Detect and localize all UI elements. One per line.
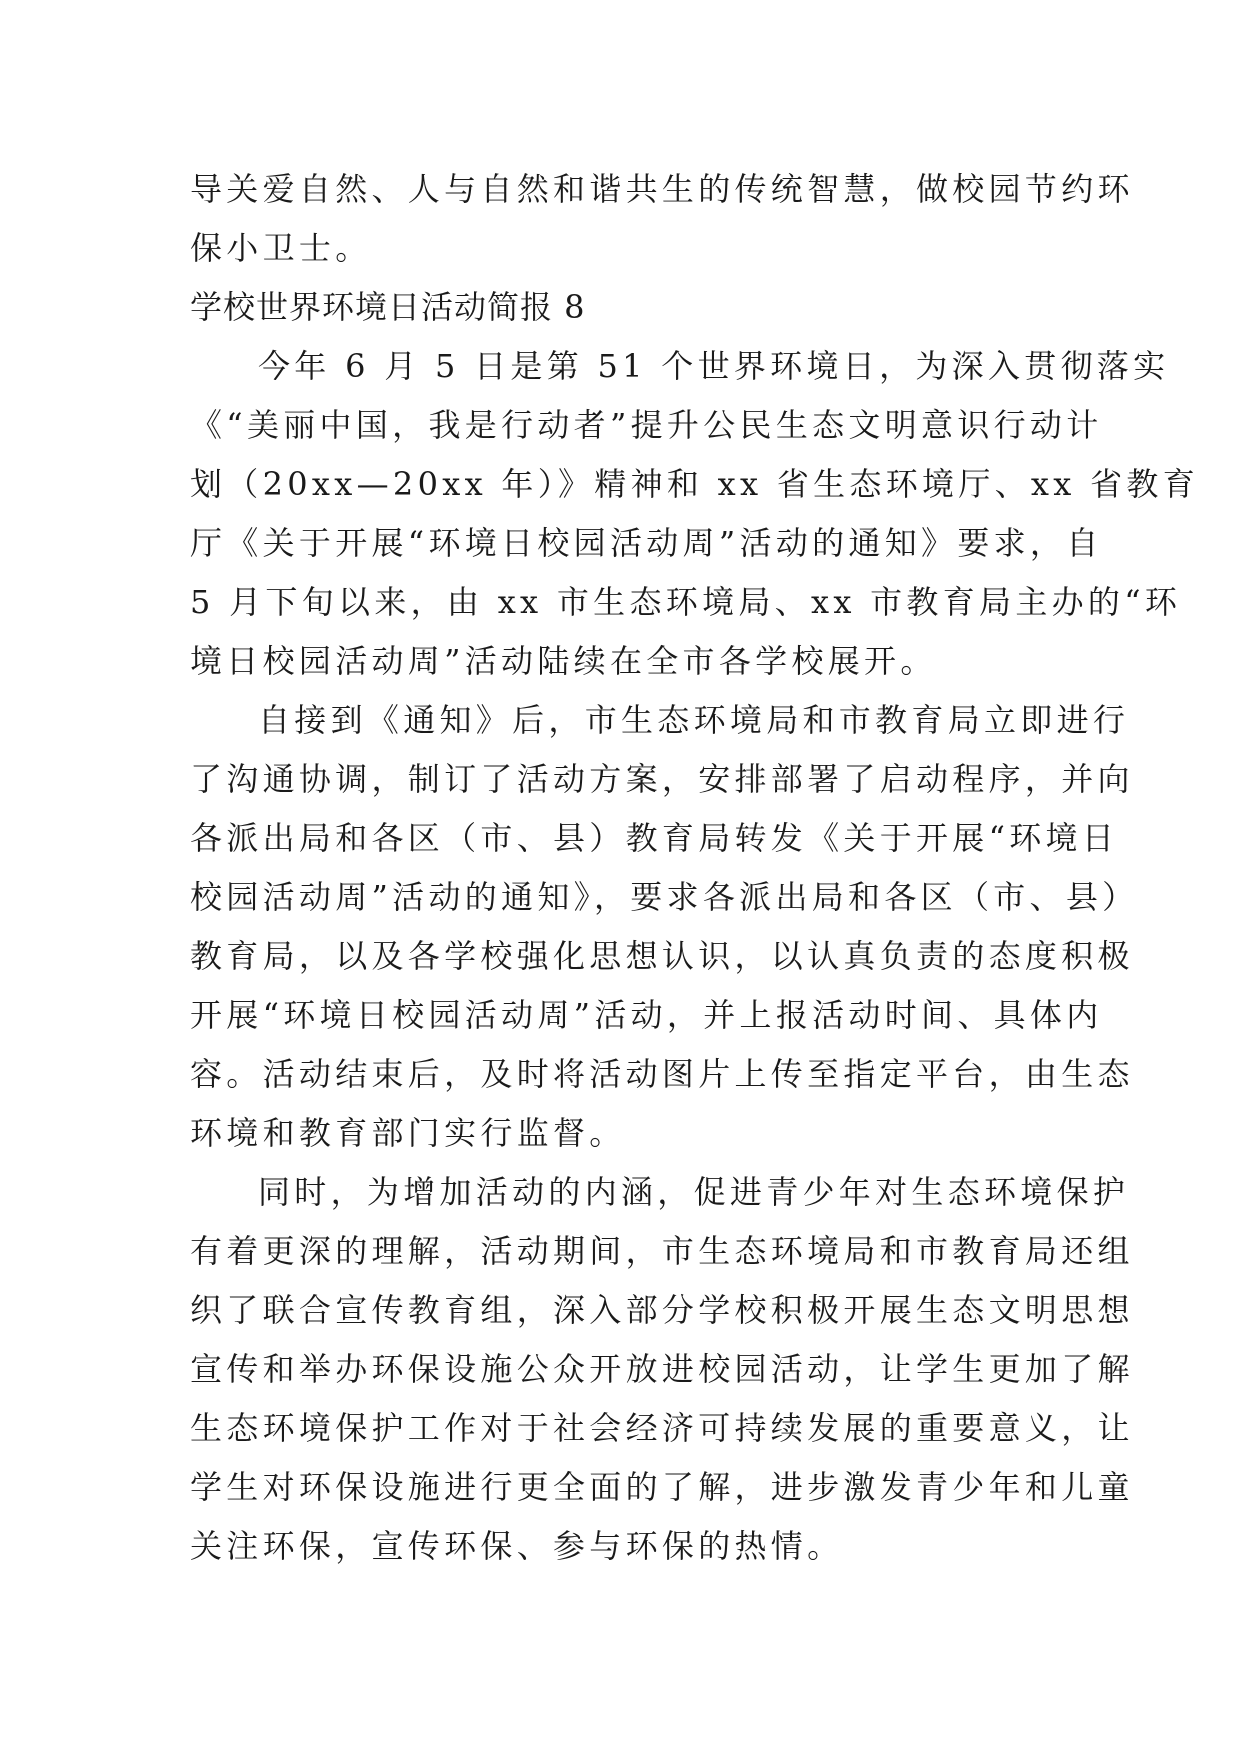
section-heading: 学校世界环境日活动简报 8 — [190, 288, 586, 326]
text-line: 5 月下旬以来，由 xx 市生态环境局、xx 市教育局主办的“环 — [190, 583, 1182, 621]
text-line: 宣传和举办环保设施公众开放进校园活动，让学生更加了解 — [190, 1350, 1134, 1388]
text-line: 同时，为增加活动的内涵，促进青少年对生态环境保护 — [258, 1173, 1130, 1211]
text-line: 学生对环保设施进行更全面的了解，进步激发青少年和儿童 — [190, 1468, 1134, 1506]
text-line: 关注环保，宣传环保、参与环保的热情。 — [190, 1527, 844, 1565]
text-line: 今年 6 月 5 日是第 51 个世界环境日，为深入贯彻落实 — [258, 347, 1170, 385]
text-line: 导关爱自然、人与自然和谐共生的传统智慧，做校园节约环 — [190, 170, 1134, 208]
text-line: 各派出局和各区（市、县）教育局转发《关于开展“环境日 — [190, 819, 1119, 857]
text-line: 厅《关于开展“环境日校园活动周”活动的通知》要求，自 — [190, 524, 1103, 562]
text-line: 《“美丽中国，我是行动者”提升公民生态文明意识行动计 — [190, 406, 1103, 444]
text-line: 划（20xx—20xx 年）》精神和 xx 省生态环境厅、xx 省教育 — [190, 465, 1200, 503]
text-line: 有着更深的理解，活动期间，市生态环境局和市教育局还组 — [190, 1232, 1134, 1270]
text-line: 环境和教育部门实行监督。 — [190, 1114, 626, 1152]
text-line: 自接到《通知》后，市生态环境局和市教育局立即进行 — [258, 701, 1130, 739]
text-line: 校园活动周”活动的通知》，要求各派出局和各区（市、县） — [190, 878, 1139, 916]
text-line: 境日校园活动周”活动陆续在全市各学校展开。 — [190, 642, 937, 680]
text-line: 容。活动结束后，及时将活动图片上传至指定平台，由生态 — [190, 1055, 1134, 1093]
text-line: 开展“环境日校园活动周”活动，并上报活动时间、具体内 — [190, 996, 1103, 1034]
text-line: 保小卫士。 — [190, 229, 372, 267]
text-line: 生态环境保护工作对于社会经济可持续发展的重要意义，让 — [190, 1409, 1134, 1447]
text-line: 了沟通协调，制订了活动方案，安排部署了启动程序，并向 — [190, 760, 1134, 798]
document-page — [190, 160, 1200, 1576]
text-line: 织了联合宣传教育组，深入部分学校积极开展生态文明思想 — [190, 1291, 1134, 1329]
text-line: 教育局，以及各学校强化思想认识，以认真负责的态度积极 — [190, 937, 1134, 975]
